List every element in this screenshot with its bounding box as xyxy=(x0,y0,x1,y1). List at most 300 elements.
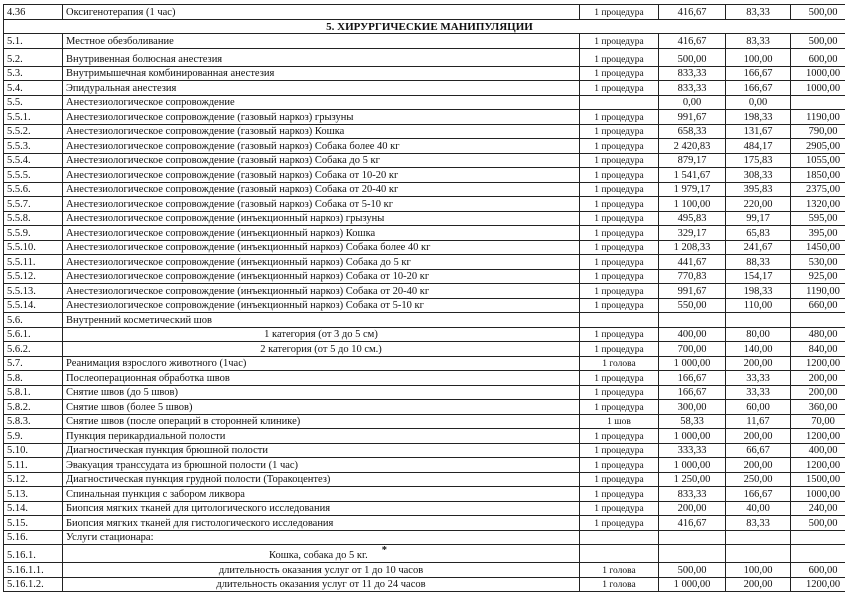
item-code: 5.6.1. xyxy=(7,329,31,340)
table-row xyxy=(4,501,845,516)
price-base-cell xyxy=(659,168,726,183)
item-code-cell xyxy=(4,197,63,212)
table-row xyxy=(4,342,845,357)
unit-of-measure-cell xyxy=(580,95,659,110)
service-name-cell xyxy=(63,34,580,49)
service-name: Биопсия мягких тканей для цитологического исследования xyxy=(66,503,331,514)
price-vat-cell xyxy=(726,34,791,49)
unit-of-measure: 1 процедура xyxy=(594,170,644,181)
price-total-cell xyxy=(791,313,845,328)
item-code: 5.5.10. xyxy=(7,242,36,253)
item-code-cell xyxy=(4,34,63,49)
price-total-cell xyxy=(791,110,845,125)
service-name-cell xyxy=(63,400,580,415)
item-code: 5.5.9. xyxy=(7,227,31,239)
item-code-cell xyxy=(4,139,63,154)
item-code-cell xyxy=(4,81,63,96)
price-vat-cell xyxy=(726,530,791,545)
service-name-cell xyxy=(63,211,580,226)
price-base-cell xyxy=(659,563,726,578)
price-total-cell xyxy=(791,385,845,400)
price-total: 1200,00 xyxy=(805,459,841,471)
item-code: 5.5.12. xyxy=(7,271,36,282)
item-code-cell xyxy=(4,298,63,313)
price-total-cell xyxy=(791,197,845,212)
unit-of-measure: 1 процедура xyxy=(594,214,644,224)
item-code-cell xyxy=(4,501,63,516)
price-total-cell xyxy=(791,371,845,386)
unit-of-measure-cell xyxy=(580,400,659,415)
price-total: 530,00 xyxy=(808,256,838,268)
service-name-cell xyxy=(63,313,580,328)
price-vat: 33,33 xyxy=(746,372,770,384)
price-base: 1 100,00 xyxy=(673,198,711,210)
service-name: Спинальная пункция с забором ликвора xyxy=(66,488,245,500)
price-base-cell xyxy=(659,182,726,197)
unit-of-measure-cell xyxy=(580,577,659,592)
item-code: 5.5.14. xyxy=(7,300,36,311)
item-code: 5.15. xyxy=(7,517,28,529)
service-name-cell xyxy=(63,269,580,284)
service-name: Анестезиологическое сопровождение (газовый наркоз) Собака от 5-10 кг xyxy=(66,198,393,210)
table-row xyxy=(4,269,845,284)
price-vat: 33,33 xyxy=(746,387,770,398)
price-base-cell xyxy=(659,371,726,386)
price-base: 200,00 xyxy=(677,503,707,514)
price-base-cell xyxy=(659,5,726,20)
table-row xyxy=(4,563,845,578)
unit-of-measure-cell xyxy=(580,429,659,444)
price-base-cell xyxy=(659,385,726,400)
item-code-cell xyxy=(4,516,63,531)
price-vat: 166,67 xyxy=(743,488,773,500)
price-total: 2905,00 xyxy=(805,140,841,152)
price-vat: 241,67 xyxy=(743,242,773,253)
item-code: 5.5.13. xyxy=(7,285,36,297)
table-row xyxy=(4,168,845,183)
unit-of-measure: 1 процедура xyxy=(594,431,644,442)
price-base: 2 420,83 xyxy=(673,140,711,152)
service-name: Анестезиологическое сопровождение (инъекционный наркоз) Кошка xyxy=(66,227,376,239)
item-code: 5.16. xyxy=(7,532,28,543)
item-code: 5.10. xyxy=(7,445,28,456)
service-name: Эвакуация транссудата из брюшной полости (1 час) xyxy=(66,459,299,471)
table-row xyxy=(4,5,845,20)
price-vat: 88,33 xyxy=(746,256,770,268)
price-total: 200,00 xyxy=(808,372,838,384)
asterisk-mark: * xyxy=(381,545,387,556)
service-name: Анестезиологическое сопровождение (газовый наркоз) Собака до 5 кг xyxy=(66,155,380,166)
unit-of-measure-cell xyxy=(580,269,659,284)
price-base: 441,67 xyxy=(677,256,707,268)
table-row xyxy=(4,429,845,444)
item-code: 5.5.3. xyxy=(7,140,31,152)
price-vat: 140,00 xyxy=(743,343,773,355)
price-base: 1 000,00 xyxy=(673,579,711,590)
price-base-cell xyxy=(659,516,726,531)
unit-of-measure: 1 процедура xyxy=(594,141,644,152)
price-vat-cell xyxy=(726,211,791,226)
price-base-cell xyxy=(659,95,726,110)
price-vat-cell xyxy=(726,110,791,125)
service-name-cell xyxy=(63,327,580,342)
item-code: 5.1. xyxy=(7,35,23,47)
service-name-cell xyxy=(63,487,580,502)
price-base: 329,17 xyxy=(677,227,707,239)
unit-of-measure-cell xyxy=(580,81,659,96)
item-code: 5.5.11. xyxy=(7,256,36,268)
price-total-cell xyxy=(791,487,845,502)
price-vat: 83,33 xyxy=(746,35,770,47)
service-name: Пункция перикардиальной полости xyxy=(66,430,226,442)
price-vat: 200,00 xyxy=(743,579,773,590)
price-base: 550,00 xyxy=(677,300,707,311)
price-base: 833,33 xyxy=(677,68,707,79)
unit-of-measure-cell xyxy=(580,182,659,197)
table-row xyxy=(4,284,845,299)
unit-of-measure-cell xyxy=(580,5,659,20)
price-base-cell xyxy=(659,458,726,473)
price-total: 1000,00 xyxy=(805,488,841,500)
price-base: 1 000,00 xyxy=(673,459,711,471)
service-name-cell xyxy=(63,356,580,371)
unit-of-measure-cell xyxy=(580,197,659,212)
item-code-cell xyxy=(4,153,63,168)
unit-of-measure: 1 шов xyxy=(607,417,631,427)
price-vat: 83,33 xyxy=(746,6,770,18)
price-base-cell xyxy=(659,545,726,563)
price-vat: 60,00 xyxy=(746,401,770,413)
unit-of-measure-cell xyxy=(580,563,659,578)
price-vat-cell xyxy=(726,313,791,328)
table-row xyxy=(4,197,845,212)
unit-of-measure-cell xyxy=(580,458,659,473)
unit-of-measure-cell xyxy=(580,34,659,49)
unit-of-measure-cell xyxy=(580,255,659,270)
service-name-cell xyxy=(63,66,580,81)
price-total-cell xyxy=(791,168,845,183)
table-row xyxy=(4,371,845,386)
price-vat-cell xyxy=(726,501,791,516)
price-base-cell xyxy=(659,81,726,96)
table-row xyxy=(4,458,845,473)
price-base: 58,33 xyxy=(680,416,704,427)
table-row xyxy=(4,81,845,96)
item-code-cell xyxy=(4,66,63,81)
price-total-cell xyxy=(791,414,845,429)
price-vat-cell xyxy=(726,5,791,20)
table-row xyxy=(4,577,845,592)
price-total: 600,00 xyxy=(808,564,838,576)
service-name: Послеоперационная обработка швов xyxy=(66,372,230,384)
item-code: 5.5.1. xyxy=(7,111,31,123)
price-base-cell xyxy=(659,269,726,284)
unit-of-measure: 1 процедура xyxy=(594,185,644,195)
item-code: 5.5.5. xyxy=(7,169,31,181)
price-total-cell xyxy=(791,139,845,154)
price-vat: 11,67 xyxy=(746,416,770,427)
price-vat-cell xyxy=(726,226,791,241)
price-base: 1 250,00 xyxy=(673,474,711,485)
price-total-cell xyxy=(791,255,845,270)
price-base-cell xyxy=(659,414,726,429)
service-name: 1 категория (от 3 до 5 см) xyxy=(264,329,378,340)
item-code-cell xyxy=(4,563,63,578)
service-name: Анестезиологическое сопровождение (инъекционный наркоз) Собака от 5-10 кг xyxy=(66,300,424,311)
service-name-cell xyxy=(63,545,580,563)
price-total: 790,00 xyxy=(808,126,838,137)
price-total: 1190,00 xyxy=(806,285,840,297)
item-code-cell xyxy=(4,95,63,110)
service-name-cell xyxy=(63,501,580,516)
service-name-cell xyxy=(63,429,580,444)
price-vat: 200,00 xyxy=(743,430,773,442)
price-base: 416,67 xyxy=(677,517,707,529)
service-name: Анестезиологическое сопровождение (инъекционный наркоз) Собака более 40 кг xyxy=(66,242,431,253)
price-base: 879,17 xyxy=(677,155,707,166)
table-row xyxy=(4,124,845,139)
unit-of-measure: 1 процедура xyxy=(594,460,644,471)
service-name: Местное обезболивание xyxy=(66,35,174,47)
price-vat-cell xyxy=(726,487,791,502)
price-base: 1 000,00 xyxy=(673,430,711,442)
service-name: Диагностическая пункция грудной полости (Торакоцентез) xyxy=(66,474,331,485)
price-base-cell xyxy=(659,342,726,357)
price-base: 500,00 xyxy=(677,564,707,576)
price-total-cell xyxy=(791,124,845,139)
price-total: 840,00 xyxy=(808,343,838,355)
table-row xyxy=(4,211,845,226)
price-vat: 99,17 xyxy=(746,213,770,224)
unit-of-measure-cell xyxy=(580,226,659,241)
price-base-cell xyxy=(659,327,726,342)
price-total: 500,00 xyxy=(808,6,838,18)
price-total-cell xyxy=(791,95,845,110)
price-total-cell xyxy=(791,563,845,578)
service-name-cell xyxy=(63,5,580,20)
price-base: 833,33 xyxy=(677,488,707,500)
price-base-cell xyxy=(659,66,726,81)
service-name: Анестезиологическое сопровождение (инъекционный наркоз) Собака до 5 кг xyxy=(66,256,411,268)
price-base-cell xyxy=(659,211,726,226)
unit-of-measure-cell xyxy=(580,487,659,502)
price-vat-cell xyxy=(726,563,791,578)
item-code-cell xyxy=(4,5,63,20)
price-total: 500,00 xyxy=(808,35,838,47)
price-vat-cell xyxy=(726,429,791,444)
price-base-cell xyxy=(659,530,726,545)
price-total: 1190,00 xyxy=(806,111,840,123)
price-vat: 166,67 xyxy=(743,82,773,94)
unit-of-measure: 1 процедура xyxy=(594,127,644,137)
service-name-cell xyxy=(63,577,580,592)
item-code: 5.16.1. xyxy=(7,550,36,561)
price-total-cell xyxy=(791,342,845,357)
price-vat: 200,00 xyxy=(743,358,773,369)
item-code: 5.7. xyxy=(7,358,23,369)
price-base-cell xyxy=(659,443,726,458)
unit-of-measure-cell xyxy=(580,516,659,531)
service-name: Кошка, собака до 5 кг. xyxy=(268,550,368,561)
price-base-cell xyxy=(659,577,726,592)
price-vat: 308,33 xyxy=(743,169,773,181)
price-total: 1000,00 xyxy=(805,82,841,94)
service-name-cell xyxy=(63,240,580,255)
price-table xyxy=(3,4,845,592)
service-name: Снятие швов (до 5 швов) xyxy=(66,387,179,398)
service-name: Реанимация взрослого животного (1час) xyxy=(66,358,247,369)
unit-of-measure: 1 процедура xyxy=(594,36,644,47)
price-vat: 0,00 xyxy=(748,97,768,108)
unit-of-measure: 1 процедура xyxy=(594,228,644,239)
price-vat-cell xyxy=(726,298,791,313)
price-total-cell xyxy=(791,516,845,531)
service-name: Анестезиологическое сопровождение (газовый наркоз) Собака от 20-40 кг xyxy=(66,184,399,195)
price-base-cell xyxy=(659,124,726,139)
item-code: 5.5.6. xyxy=(7,184,31,195)
item-code-cell xyxy=(4,429,63,444)
table-row xyxy=(4,255,845,270)
item-code-cell xyxy=(4,48,63,66)
unit-of-measure-cell xyxy=(580,110,659,125)
price-vat: 110,00 xyxy=(743,300,773,311)
price-base: 0,00 xyxy=(682,97,702,108)
price-total-cell xyxy=(791,298,845,313)
price-vat: 220,00 xyxy=(743,198,773,210)
price-total: 480,00 xyxy=(808,329,838,340)
price-total-cell xyxy=(791,443,845,458)
price-base-cell xyxy=(659,298,726,313)
price-total-cell xyxy=(791,211,845,226)
item-code: 5.6.2. xyxy=(7,343,31,355)
item-code-cell xyxy=(4,443,63,458)
service-name: Внутренний косметический шов xyxy=(66,314,212,326)
unit-of-measure-cell xyxy=(580,240,659,255)
price-base: 495,83 xyxy=(677,213,707,224)
service-name: Анестезиологическое сопровождение (газовый наркоз) Кошка xyxy=(66,126,345,137)
unit-of-measure: 1 процедура xyxy=(594,330,644,340)
item-code: 4.36 xyxy=(7,6,26,18)
service-name: Внутримышечная комбинированная анестезия xyxy=(66,68,275,79)
table-row xyxy=(4,356,845,371)
item-code-cell xyxy=(4,530,63,545)
service-name-cell xyxy=(63,516,580,531)
unit-of-measure: 1 голова xyxy=(602,359,636,369)
price-vat-cell xyxy=(726,327,791,342)
price-total-cell xyxy=(791,530,845,545)
unit-of-measure: 1 процедура xyxy=(594,243,644,253)
price-base: 991,67 xyxy=(677,111,707,123)
unit-of-measure: 1 процедура xyxy=(594,373,644,384)
service-name: Анестезиологическое сопровождение (газовый наркоз) грызуны xyxy=(66,111,354,123)
price-base-cell xyxy=(659,153,726,168)
price-vat-cell xyxy=(726,168,791,183)
price-vat-cell xyxy=(726,240,791,255)
item-code-cell xyxy=(4,577,63,592)
table-row xyxy=(4,240,845,255)
price-vat-cell xyxy=(726,545,791,563)
table-row xyxy=(4,182,845,197)
service-name-cell xyxy=(63,168,580,183)
price-total: 400,00 xyxy=(808,445,838,456)
price-vat: 80,00 xyxy=(746,329,770,340)
price-total-cell xyxy=(791,226,845,241)
price-base: 1 000,00 xyxy=(673,358,711,369)
table-row xyxy=(4,48,845,66)
item-code-cell xyxy=(4,385,63,400)
service-name-cell xyxy=(63,530,580,545)
price-total: 1055,00 xyxy=(805,155,841,166)
price-total: 1200,00 xyxy=(805,430,841,442)
price-vat-cell xyxy=(726,153,791,168)
price-base: 658,33 xyxy=(677,126,707,137)
item-code-cell xyxy=(4,226,63,241)
table-row xyxy=(4,34,845,49)
item-code: 5.11. xyxy=(7,459,28,471)
item-code-cell xyxy=(4,472,63,487)
table-row xyxy=(4,472,845,487)
table-row xyxy=(4,327,845,342)
unit-of-measure-cell xyxy=(580,443,659,458)
service-name-cell xyxy=(63,342,580,357)
table-row xyxy=(4,530,845,545)
price-total: 240,00 xyxy=(808,503,838,514)
service-name-cell xyxy=(63,298,580,313)
table-row xyxy=(4,414,845,429)
table-row xyxy=(4,298,845,313)
service-name: Анестезиологическое сопровождение (инъекционный наркоз) Собака от 10-20 кг xyxy=(66,271,430,282)
price-vat: 250,00 xyxy=(743,474,773,485)
price-vat-cell xyxy=(726,458,791,473)
price-vat: 131,67 xyxy=(743,126,773,137)
service-name-cell xyxy=(63,153,580,168)
price-base-cell xyxy=(659,400,726,415)
table-row xyxy=(4,385,845,400)
service-name-cell xyxy=(63,124,580,139)
price-total-cell xyxy=(791,66,845,81)
item-code: 5.8.2. xyxy=(7,401,31,413)
unit-of-measure: 1 процедура xyxy=(594,83,644,94)
service-name: Диагностическая пункция брюшной полости xyxy=(66,445,268,456)
item-code-cell xyxy=(4,327,63,342)
service-name-cell xyxy=(63,443,580,458)
price-total-cell xyxy=(791,501,845,516)
price-total-cell xyxy=(791,458,845,473)
price-base-cell xyxy=(659,501,726,516)
table-row xyxy=(4,110,845,125)
price-vat: 40,00 xyxy=(746,503,770,514)
item-code-cell xyxy=(4,545,63,563)
price-vat-cell xyxy=(726,371,791,386)
price-total: 1500,00 xyxy=(805,474,841,485)
price-total-cell xyxy=(791,472,845,487)
price-total: 500,00 xyxy=(808,517,838,529)
price-table-body xyxy=(4,5,845,592)
unit-of-measure-cell xyxy=(580,371,659,386)
price-vat-cell xyxy=(726,516,791,531)
table-row xyxy=(4,516,845,531)
item-code: 5.14. xyxy=(7,503,28,514)
unit-of-measure-cell xyxy=(580,139,659,154)
item-code-cell xyxy=(4,168,63,183)
unit-of-measure: 1 процедура xyxy=(594,286,644,297)
price-total-cell xyxy=(791,240,845,255)
price-base: 1 979,17 xyxy=(673,184,711,195)
service-name: Анестезиологическое сопровождение (газовый наркоз) Собака от 10-20 кг xyxy=(66,169,399,181)
service-name-cell xyxy=(63,371,580,386)
price-vat: 154,17 xyxy=(743,271,773,282)
price-total-cell xyxy=(791,153,845,168)
